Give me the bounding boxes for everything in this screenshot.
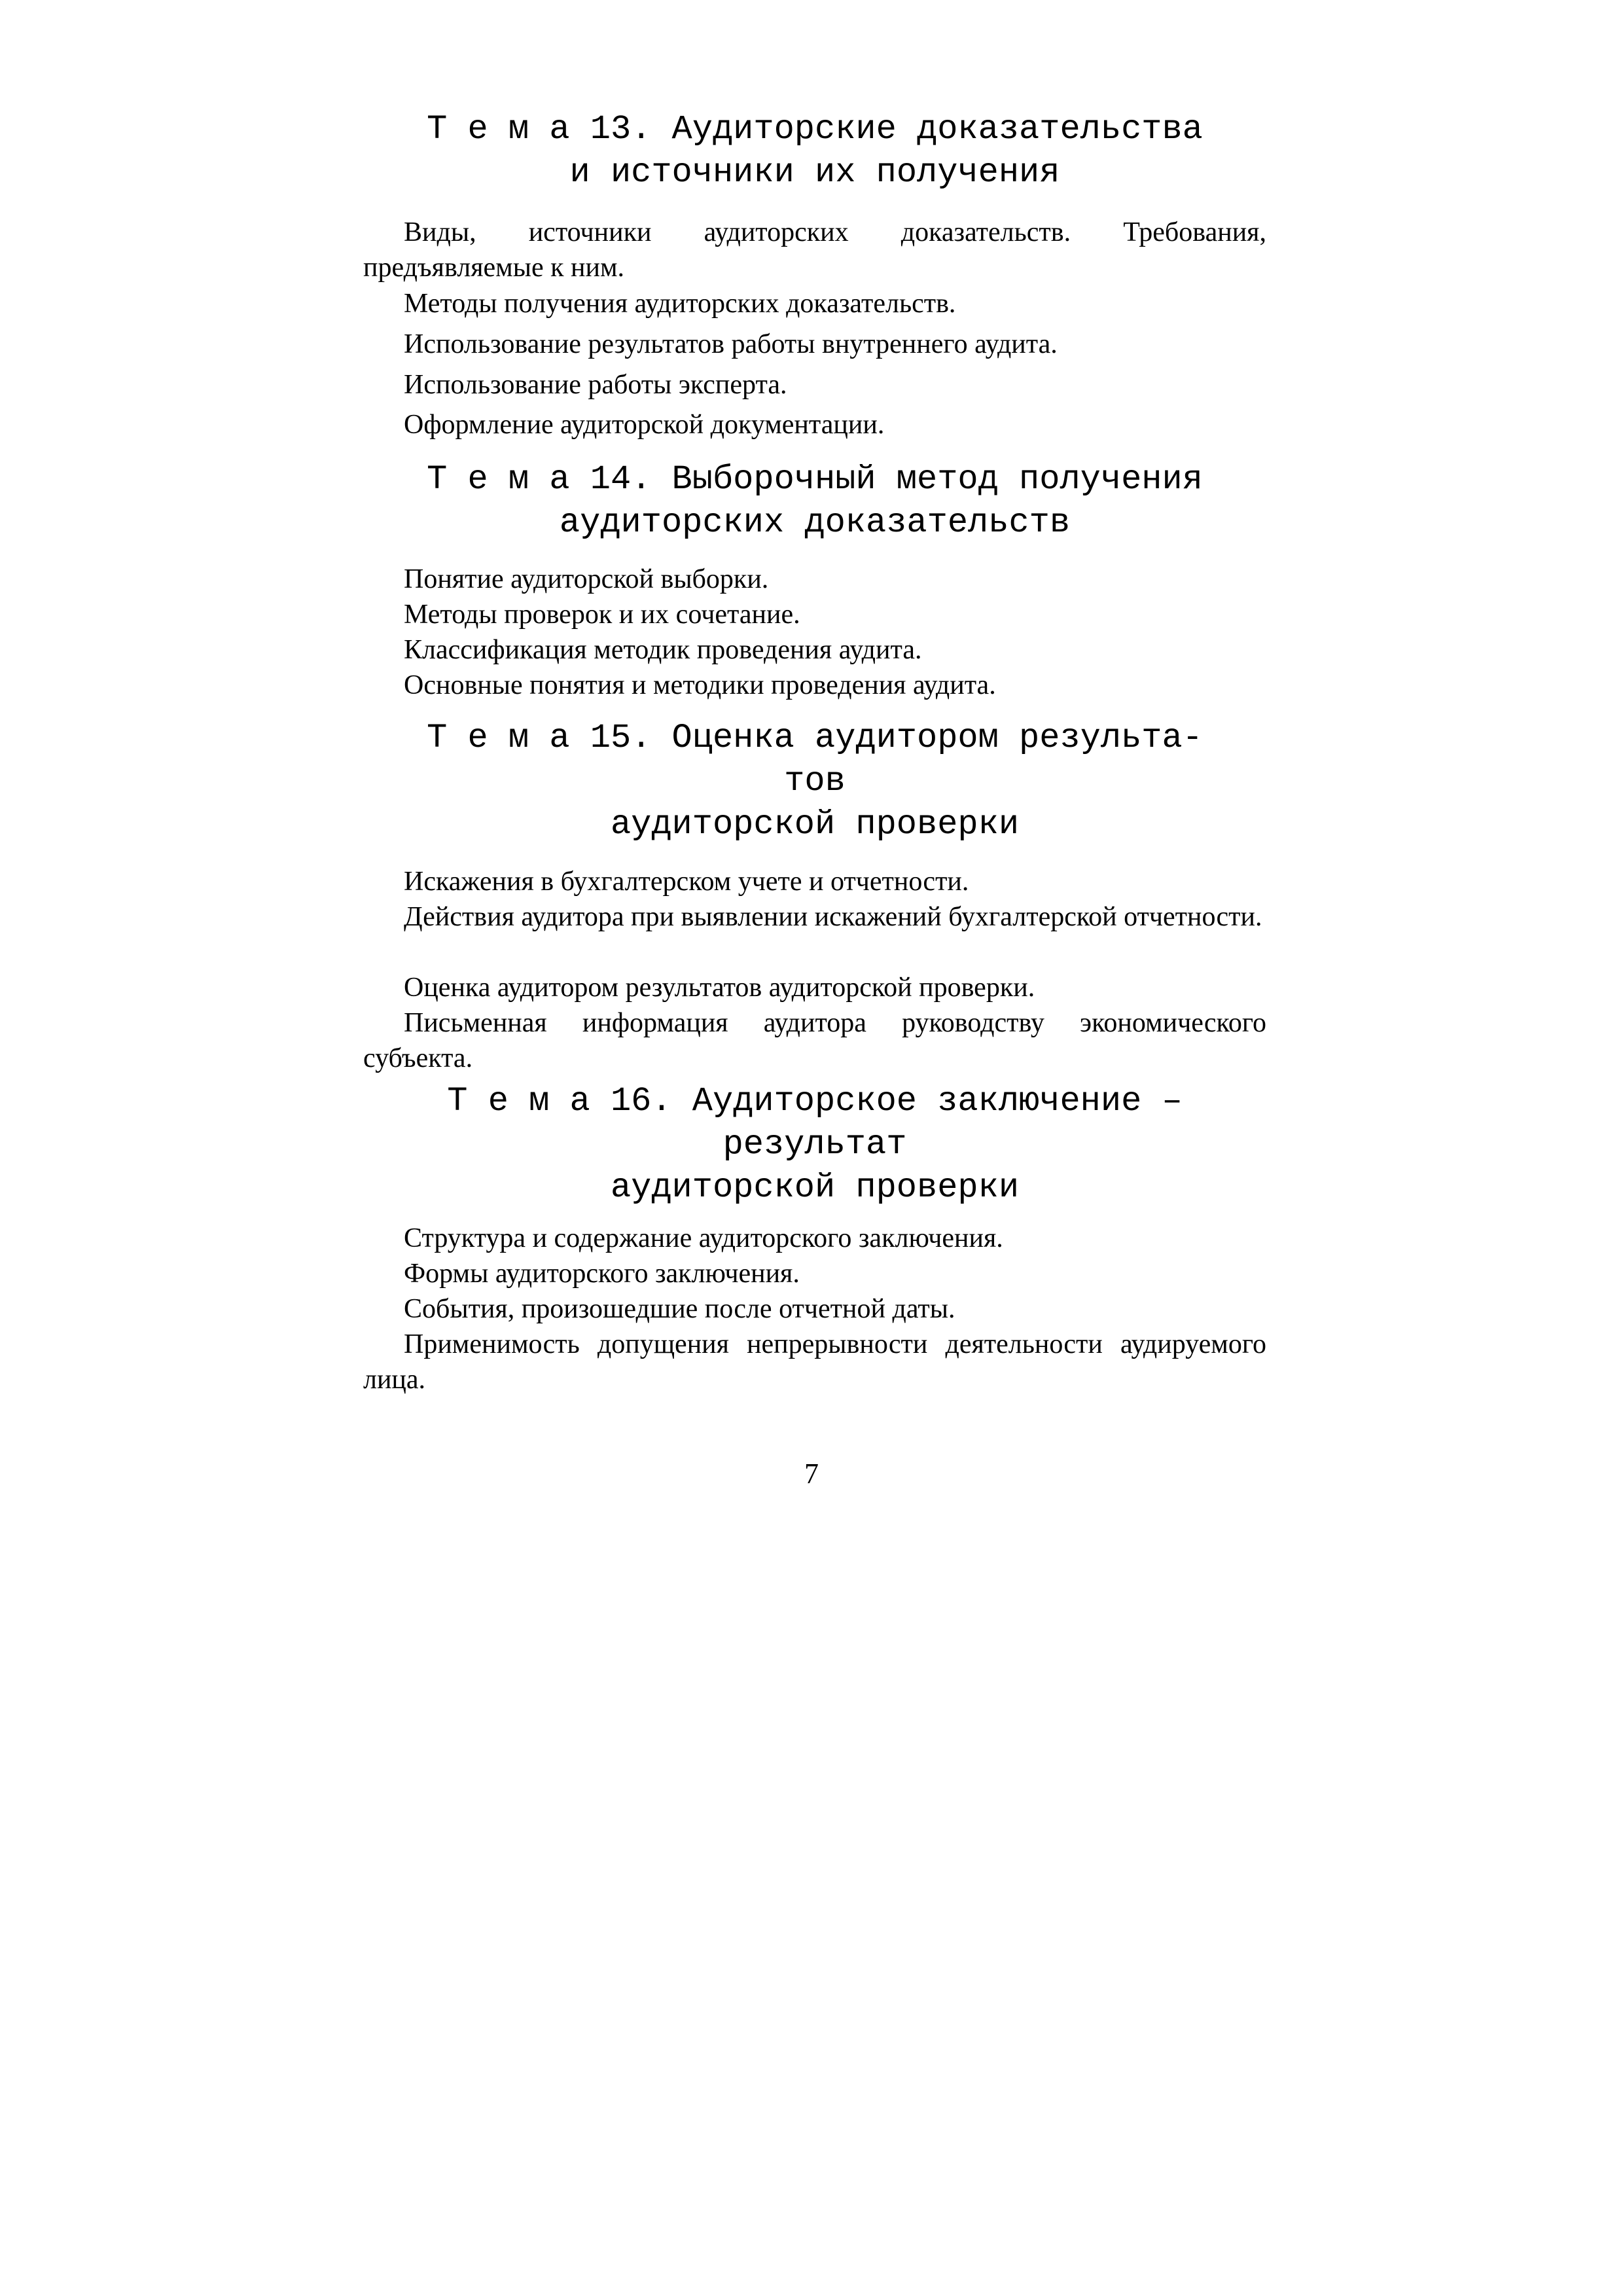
paragraph: События, произошедшие после отчетной даты. [404,1294,955,1324]
section-13-heading [363,108,1266,194]
heading-line: Т е м а 14. Выборочный метод получения [427,460,1203,499]
paragraph: Применимость допущения непрерывности деятельности аудируемого лица. [363,1329,1266,1395]
section-16-heading [363,1080,1266,1210]
paragraph: Структура и содержание аудиторского заключения. [404,1223,1003,1253]
paragraph: Оформление аудиторской документации. [404,410,885,440]
heading-line: аудиторской проверки [610,805,1020,844]
heading-line: и источники их получения [569,153,1060,192]
heading-line: результат [722,1125,907,1164]
paragraph: Использование работы эксперта. [404,370,787,400]
paragraph: Формы аудиторского заключения. [404,1259,800,1289]
section-14-heading [363,458,1266,545]
heading-line: аудиторской проверки [610,1168,1020,1207]
heading-line: Т е м а 13. Аудиторские доказательства [427,110,1203,149]
heading-line: тов [784,762,846,800]
paragraph: Понятие аудиторской выборки. [404,564,769,594]
paragraph: Виды, источники аудиторских доказательств. Требования, предъявляемые к ним. [363,217,1266,283]
paragraph: Искажения в бухгалтерском учете и отчетности. [404,867,969,897]
paragraph: Письменная информация аудитора руководству экономического субъекта. [363,1008,1266,1073]
heading-line: аудиторских доказательств [559,503,1071,542]
paragraph: Основные понятия и методики проведения аудита. [404,670,996,700]
paragraph: Методы проверок и их сочетание. [404,600,800,630]
paragraph: Использование результатов работы внутреннего аудита. [404,329,1058,359]
paragraph: Действия аудитора при выявлении искажений бухгалтерской отчетности. [404,902,1262,932]
heading-line: Т е м а 16. Аудиторское заключение – [447,1082,1183,1121]
paragraph: Методы получения аудиторских доказательств. [404,289,956,319]
heading-line: Т е м а 15. Оценка аудитором результа- [427,719,1203,757]
paragraph: Оценка аудитором результатов аудиторской проверки. [404,973,1035,1003]
section-15-heading [363,717,1266,846]
paragraph: Классификация методик проведения аудита. [404,635,922,665]
page-number: 7 [804,1458,819,1490]
